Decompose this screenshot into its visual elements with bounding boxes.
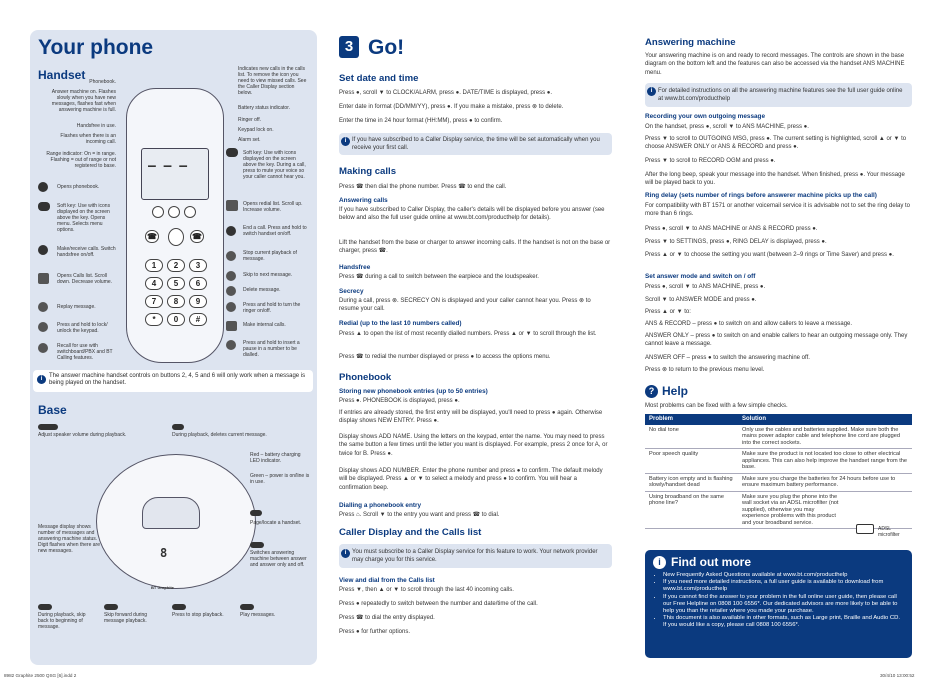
base-label-play: Play messages.: [240, 612, 276, 618]
table-cell: Make sure the product is not located too close to other electrical appliances. This can also help improve the handset range from the base.: [738, 449, 912, 474]
help-table: [645, 414, 912, 529]
redial-title: Redial (up to the last 10 numbers called): [339, 320, 462, 327]
star-icon: [38, 322, 48, 332]
mode-line-6: ANSWER OFF – press ● to switch the answering machine off.: [645, 355, 810, 361]
label-keypad-lock: Keypad lock on.: [238, 127, 274, 133]
keypad-key[interactable]: 8: [167, 295, 185, 308]
replay-icon: [38, 302, 48, 312]
storing-line-4: Display shows ADD NUMBER. Enter the phone number and press ● to confirm. The default melody will be displayed. Press ▲ or ▼ to select a melody and press ● to confirm. You will hear a confirmation beep.: [339, 468, 603, 491]
info-icon: i: [341, 549, 350, 558]
label-stop-playback: Stop current playback of message.: [243, 250, 297, 262]
label-lock: Press and hold to lock/ unlock the keypad.: [57, 322, 108, 334]
keypad-key[interactable]: 1: [145, 259, 163, 272]
message-display: 8: [160, 546, 168, 560]
find-out-more-box: [645, 550, 912, 658]
base-label-red-led: Red – battery charging LED indicator.: [250, 452, 301, 464]
menu-softkey[interactable]: [152, 206, 164, 218]
info-icon: i: [341, 137, 350, 146]
table-header-solution: Solution: [738, 414, 912, 425]
skip-forward-icon: [104, 604, 118, 610]
stop-icon: [226, 251, 236, 261]
keypad-key[interactable]: 0: [167, 313, 185, 326]
base-label-skip-back: During playback, skip back to beginning of message.: [38, 612, 86, 630]
step-badge: 3: [339, 36, 359, 58]
phonebook-button[interactable]: [168, 206, 180, 218]
answering-calls-text: If you have subscribed to Caller Display, the caller's details will be displayed before you answer (see below and also the full user guide online at www.bt.com/producthelp for details).: [339, 207, 605, 222]
list-item: • This document is also available in other formats, such as Large print, Braille and Audio CD. If you would like a copy, please call 0808 100 6556*.: [663, 615, 904, 629]
caller-display-note: You must subscribe to a Caller Display service for this feature to work. Your network provider may charge you for this service.: [352, 549, 598, 564]
view-line-1: Press ▼, then ▲ or ▼ to scroll through the last 40 incoming calls.: [339, 587, 514, 593]
table-cell: Make sure you charge the batteries for 24 hours before use to ensure maximum battery performance.: [738, 473, 912, 491]
keypad-key[interactable]: *: [145, 313, 163, 326]
label-answer-machine: Answer machine on. Flashes slowly when you have new messages, flashes fast when answering machine is full.: [51, 89, 116, 113]
ring-line-3: Press ▼ to SETTINGS, press ●, RING DELAY is displayed, press ●.: [645, 239, 827, 245]
mode-line-5: ANSWER ONLY – press ● to switch on and enable callers to hear an outgoing message only. They cannot leave a message.: [645, 333, 908, 348]
help-icon: ?: [645, 385, 658, 398]
keypad-key[interactable]: 6: [189, 277, 207, 290]
keypad-key[interactable]: 3: [189, 259, 207, 272]
keypad-key[interactable]: 7: [145, 295, 163, 308]
base-title: Base: [38, 403, 67, 417]
lift-text: Lift the handset from the base or charger to answer incoming calls. If the handset is not on the base or charger, press ☎.: [339, 240, 611, 255]
table-cell: Only use the cables and batteries supplied. Make sure both the mains power adaptor cable and telephone line cord are plugged into the correct sockets.: [738, 425, 912, 449]
making-calls-line: Press ☎ then dial the phone number. Press ☎ to end the call.: [339, 184, 507, 190]
keypad-key[interactable]: 5: [167, 277, 185, 290]
base-label-delete: During playback, deletes current message.: [172, 432, 267, 438]
base-cradle: [142, 497, 200, 529]
base-label-stop: Press to stop playback.: [172, 612, 224, 618]
answer-onoff-icon: [250, 542, 264, 548]
am-note: For detailed instructions on all the answering machine features see the full user guide online at www.bt.com/producthelp: [658, 88, 903, 103]
label-recall: Recall for use with switchboard/PBX and BT Calling features.: [57, 343, 113, 361]
info-icon: i: [37, 375, 46, 384]
base-label-volume: Adjust speaker volume during playback.: [38, 432, 127, 438]
rec-line-4: After the long beep, speak your message into the handset. When finished, press ●. Your message will be played back to you.: [645, 172, 905, 187]
handset-screen: — — —: [141, 148, 209, 200]
zero-icon: [226, 340, 236, 350]
nav-button[interactable]: [168, 228, 184, 246]
label-calls-list: Opens Calls list. Scroll down. Decrease volume.: [57, 273, 113, 285]
dialling-text: Press ⌂. Scroll ▼ to the entry you want and press ☎ to dial.: [339, 512, 500, 518]
secrecy-text: During a call, press ⊗. SECRECY ON is displayed and your caller cannot hear you. Press ⊗ to resume your call.: [339, 298, 591, 313]
label-range: Range indicator: On = in range. Flashing = out of range or not registered to base.: [46, 151, 116, 169]
rec-title: Recording your own outgoing message: [645, 113, 766, 120]
date-time-line-1: Press ●, scroll ▼ to CLOCK/ALARM, press ●. DATE/TIME is displayed, press ●.: [339, 90, 553, 96]
label-ringer: Press and hold to turn the ringer on/off.: [243, 302, 301, 314]
keypad-key[interactable]: #: [189, 313, 207, 326]
table-cell: Make sure you plug the phone into the wall socket via an ADSL microfilter (not supplied), otherwise you may experience problems with this product and your broadband service.: [738, 491, 912, 529]
volume-button-icon: [38, 424, 58, 430]
label-skip: Skip to next message.: [243, 272, 293, 278]
footer-right: 30/4/10 13:00:52: [880, 673, 915, 678]
base-brand: BT Graphite: [151, 585, 174, 590]
table-cell: No dial tone: [645, 425, 738, 449]
keypad-key[interactable]: 9: [189, 295, 207, 308]
am-title: Answering machine: [645, 37, 736, 48]
date-time-line-3: Enter the time in 24 hour format (HH:MM), press ● to confirm.: [339, 118, 503, 124]
label-secrecy-softkey: Soft key: Use with icons displayed on the screen above the key. During a call, press to mute your voice so your caller cannot hear you.: [243, 150, 306, 180]
label-internal: Make internal calls.: [243, 322, 286, 328]
help-intro: Most problems can be fixed with a few simple checks.: [645, 403, 788, 409]
view-line-4: Press ● for further options.: [339, 629, 410, 635]
label-ringer-off: Ringer off.: [238, 117, 261, 123]
menu-icon: [38, 202, 50, 211]
handsfree-text: Press ☎ during a call to switch between the earpiece and the loudspeaker.: [339, 274, 539, 280]
redial-icon: [226, 200, 238, 211]
date-time-line-2: Enter date in format (DD/MM/YY), press ●. If you make a mistake, press ⊗ to delete.: [339, 104, 564, 110]
storing-line-2: If entries are already stored, the first entry will be displayed, you'll need to press ● again. Otherwise display shows NEW ENTRY. Press ●.: [339, 410, 603, 425]
help-title: Help: [662, 384, 689, 398]
handset-title: Handset: [38, 68, 86, 82]
mode-line-2: Scroll ▼ to ANSWER MODE and press ●.: [645, 297, 757, 303]
ring-line-1: For compatibility with BT 1571 or another voicemail service it is advisable not to set the ring delay to more than 6 rings.: [645, 203, 911, 218]
base-label-skip-forward: Skip forward during message playback.: [104, 612, 148, 624]
delete-button-icon: [172, 424, 184, 430]
table-cell: Poor speech quality: [645, 449, 738, 474]
base-label-display: Message display shows number of messages and answering machine status. Digit flashes when there are new messages.: [38, 524, 100, 554]
delete-icon: [226, 286, 236, 296]
adsl-label: ADSL microfilter: [878, 526, 900, 538]
label-handsfree: Handsfree in use.: [76, 123, 116, 129]
answering-calls-title: Answering calls: [339, 197, 388, 204]
stop-button-icon: [172, 604, 186, 610]
secrecy-icon: [226, 148, 238, 157]
date-time-title: Set date and time: [339, 73, 419, 84]
go-title: Go!: [368, 36, 405, 59]
table-row: [645, 425, 912, 449]
page-title: Your phone: [38, 36, 154, 59]
list-item: • New Frequently Asked Questions available at www.bt.com/producthelp: [663, 572, 904, 579]
phonebook-icon: [38, 182, 48, 192]
label-opens-phonebook: Opens phonebook.: [57, 184, 100, 190]
label-new-calls: Indicates new calls in the calls list. To remove the icon you need to view missed calls. See the Caller Display section below.: [238, 66, 307, 96]
rec-line-1: On the handset, press ●, scroll ▼ to ANS MACHINE, press ●.: [645, 124, 809, 130]
view-line-2: Press ● repeatedly to switch between the number and date/time of the call.: [339, 601, 538, 607]
mode-line-1: Press ●, scroll ▼ to ANS MACHINE, press ●.: [645, 284, 766, 290]
caller-display-title: Caller Display and the Calls list: [339, 527, 482, 538]
secrecy-title: Secrecy: [339, 288, 364, 295]
table-cell: Using broadband on the same phone line?: [645, 491, 738, 529]
label-talk: Make/receive calls. Switch handsfree on/off.: [57, 246, 116, 258]
end-call-icon: [226, 226, 236, 236]
talk-button[interactable]: ☎: [145, 230, 159, 243]
table-row: [645, 473, 912, 491]
recall-icon: [38, 343, 48, 353]
view-line-3: Press ☎ to dial the entry displayed.: [339, 615, 435, 621]
label-battery: Battery status indicator.: [238, 105, 290, 111]
storing-title: Storing new phonebook entries (up to 50 entries): [339, 388, 488, 395]
keypad-key[interactable]: 2: [167, 259, 185, 272]
date-time-note: If you have subscribed to a Caller Display service, the time will be set automatically when you receive your first call.: [352, 137, 600, 152]
play-button-icon: [240, 604, 254, 610]
redial-text: Press ▲ to open the list of most recently dialled numbers. Press ▲ or ▼ to scroll through the list.: [339, 331, 597, 337]
skip-back-icon: [38, 604, 52, 610]
handset-note: i The answer machine handset controls on buttons 2, 4, 5 and 6 will only work when a message is being played on the handset.: [33, 370, 313, 392]
table-row: [645, 491, 912, 529]
rec-line-2: Press ▼ to scroll to OUTGOING MSG, press ●. The current setting is highlighted, scroll ▲ or ▼ to choose ANSWER ONLY or ANS & RECORD and press ●.: [645, 136, 907, 151]
mode-title: Set answer mode and switch on / off: [645, 273, 756, 280]
ring-line-2: Press ●, scroll ▼ to ANS MACHINE or ANS & RECORD press ●.: [645, 226, 818, 232]
making-calls-title: Making calls: [339, 166, 397, 177]
label-alarm: Alarm set.: [238, 137, 261, 143]
table-header-problem: Problem: [645, 414, 738, 425]
redial-text-2: Press ☎ to redial the number displayed or press ● to access the options menu.: [339, 354, 551, 360]
am-intro: Your answering machine is on and ready to record messages. The controls are shown in the base diagram on the bottom left and the features can also be accessed via the handset ANS MACHINE menu.: [645, 53, 905, 76]
mode-line-3: Press ▲ or ▼ to:: [645, 309, 691, 315]
skip-icon: [226, 271, 236, 281]
talk-icon: [38, 245, 48, 255]
label-delete: Delete message.: [243, 287, 281, 293]
end-button[interactable]: ☎: [190, 230, 204, 243]
mode-line-7: Press ⊗ to return to the previous menu level.: [645, 367, 765, 373]
storing-line-1: Press ●. PHONEBOOK is displayed, press ●.: [339, 398, 460, 404]
base-label-green-led: Green – power is on/line is in use.: [250, 473, 310, 485]
label-phonebook: Phonebook.: [89, 79, 116, 85]
base-label-switch: Switches answering machine between answer and answer only and off.: [250, 550, 307, 568]
mode-line-4: ANS & RECORD – press ● to switch on and allow callers to leave a message.: [645, 321, 853, 327]
keypad-key[interactable]: 4: [145, 277, 163, 290]
label-end-call: End a call. Press and hold to switch handset on/off.: [243, 225, 307, 237]
int-icon: [226, 321, 237, 331]
label-redial: Opens redial list. Scroll up. Increase volume.: [243, 201, 303, 213]
label-pause: Press and hold to insert a pause in a number to be dialled.: [243, 340, 300, 358]
rec-line-3: Press ▼ to scroll to RECORD OGM and press ●.: [645, 158, 776, 164]
dialling-title: Dialling a phonebook entry: [339, 502, 422, 509]
adsl-microfilter-icon: [856, 524, 874, 534]
page-button-icon: [250, 510, 262, 516]
list-item: • If you cannot find the answer to your problem in the full online user guide, then please call our Free Helpline on 0808 100 6556*. Our dedicated advisors are more likely to be able to help you than the retailer where you made your purchase.: [663, 594, 904, 616]
ring-line-4: Press ▲ or ▼ to choose the setting you want (between 2–9 rings or Time Saver) and press ●.: [645, 252, 894, 258]
ring-title: Ring delay (sets number of rings before answerer machine picks up the call): [645, 192, 877, 199]
footer-left: 8982 Graphite 2500 QSG [6].indd 2: [4, 673, 77, 678]
label-menu-softkey: Soft key: Use with icons displayed on the screen above the key. Opens menu. Selects menu options.: [57, 203, 111, 233]
table-row: [645, 449, 912, 474]
info-icon: i: [653, 556, 666, 569]
secrecy-softkey[interactable]: [184, 206, 196, 218]
calls-list-icon: [38, 273, 49, 284]
label-replay: Replay message.: [57, 304, 96, 310]
table-cell: Battery icon empty and is flashing slowly/handset dead: [645, 473, 738, 491]
phonebook-title: Phonebook: [339, 372, 392, 383]
storing-line-3: Display shows ADD NAME. Using the letters on the keypad, enter the name. You may need to press the same button a few times until the letter you want is displayed. For example, press 2 once for A, or twice for B. Press ●.: [339, 434, 608, 457]
base-label-page: Page/locate a handset.: [250, 520, 302, 526]
handsfree-title: Handsfree: [339, 264, 371, 271]
view-title: View and dial from the Calls list: [339, 577, 435, 584]
info-icon: i: [647, 87, 656, 96]
label-incoming: Flashes when there is an incoming call.: [60, 133, 116, 145]
find-title: Find out more: [671, 555, 751, 569]
hash-icon: [226, 302, 236, 312]
list-item: • If you need more detailed instructions, a full user guide is available to download from www.bt.com/producthelp: [663, 579, 904, 593]
